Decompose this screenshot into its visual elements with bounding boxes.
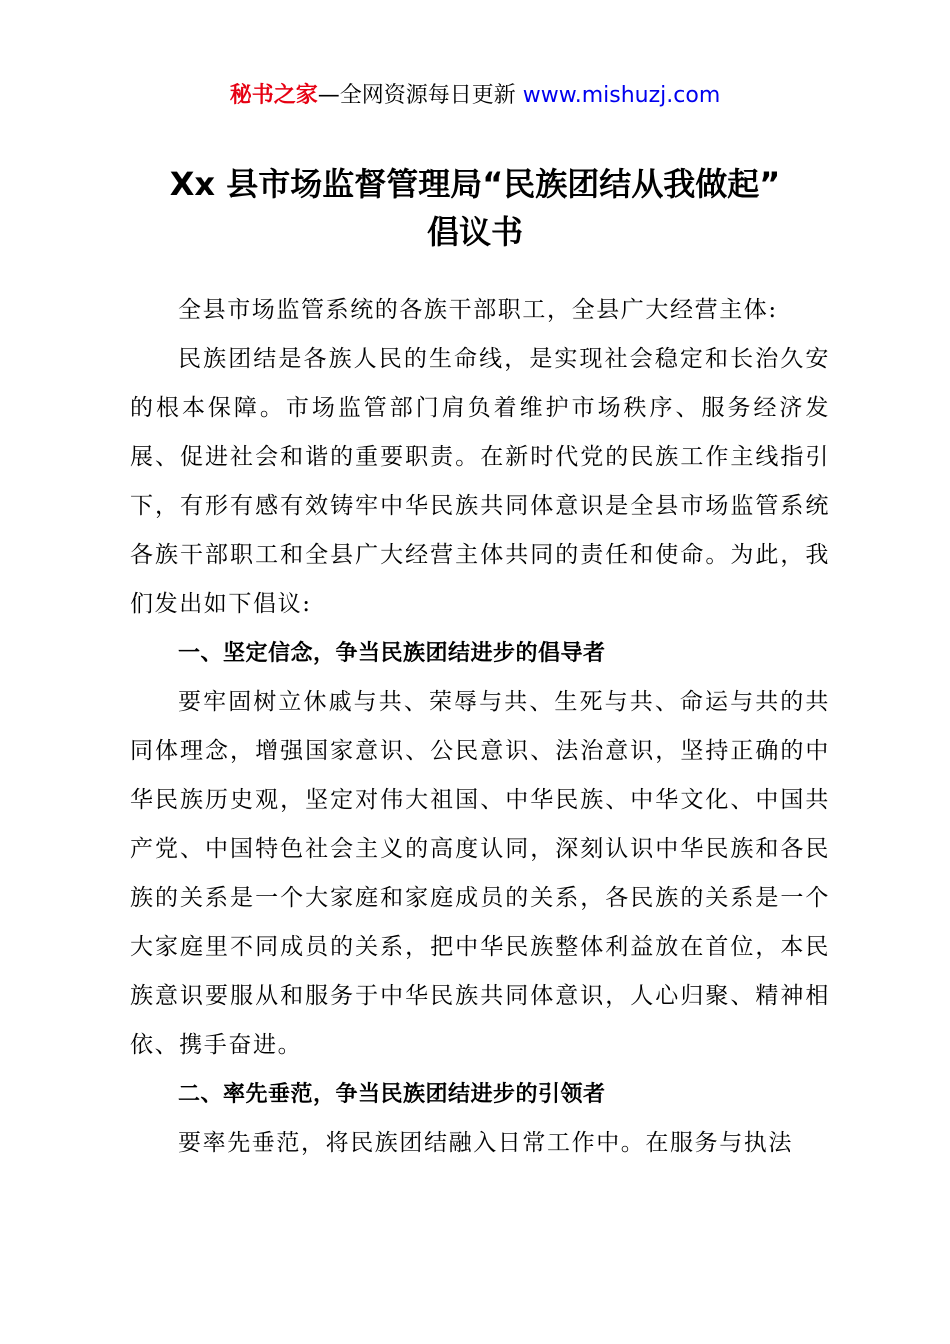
section-body-1: 要牢固树立休戚与共、荣辱与共、生死与共、命运与共的共同体理念，增强国家意识、公民意识、法治意识，坚持正确的中华民族历史观，坚定对伟大祖国、中华民族、中华文化、中国共产党、中国特色社会主义的高度认同，深刻认识中华民族和各民族的关系是一个大家庭和家庭成员的关系，各民族的关系是一个大家庭里不同成员的关系，把中华民族整体利益放在首位，本民族意识要服从和服务于中华民族共同体意识，人心归聚、精神相依、携手奋进。	[130, 689, 830, 1058]
intro-paragraph: 民族团结是各族人民的生命线，是实现社会稳定和长治久安的根本保障。市场监管部门肩负着维护市场秩序、服务经济发展、促进社会和谐的重要职责。在新时代党的民族工作主线指引下，有形有感有效铸牢中华民族共同体意识是全县市场监管系统各族干部职工和全县广大经营主体共同的责任和使命。为此，我们发出如下倡议:	[130, 346, 830, 617]
document-title	[60, 160, 890, 256]
header-tagline: —全网资源每日更新	[317, 83, 523, 108]
section-body-2: 要率先垂范，将民族团结融入日常工作中。在服务与执法	[178, 1130, 793, 1156]
title-line-1: Xx 县市场监督管理局“民族团结从我做起”	[169, 165, 781, 203]
document-body	[130, 286, 830, 1168]
title-line-2: 倡议书	[426, 213, 523, 251]
brand-name: 秘书之家	[229, 83, 318, 108]
section-heading-2: 二、率先垂范，争当民族团结进步的引领者	[178, 1082, 606, 1107]
site-url-link[interactable]: www.mishuzj.com	[522, 83, 721, 108]
section-heading-1: 一、坚定信念，争当民族团结进步的倡导者	[178, 641, 606, 666]
salutation: 全县市场监管系统的各族干部职工，全县广大经营主体:	[178, 297, 778, 323]
site-header	[0, 80, 950, 112]
